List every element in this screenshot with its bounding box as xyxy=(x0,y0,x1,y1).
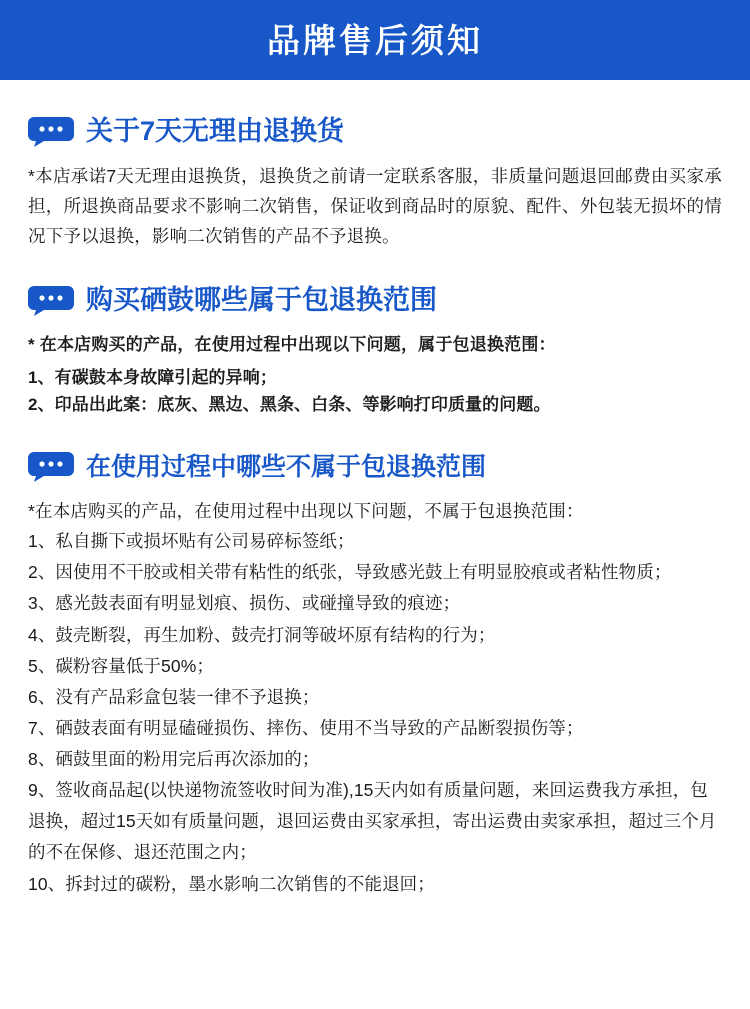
section-list xyxy=(28,364,722,418)
section-excluded-scope xyxy=(28,452,722,900)
speech-bubble-icon xyxy=(28,117,74,147)
section-header xyxy=(28,116,722,147)
list-item: 7、硒鼓表面有明显磕碰损伤、摔伤、使用不当导致的产品断裂损伤等； xyxy=(28,717,584,738)
section-title: 在使用过程中哪些不属于包退换范围 xyxy=(86,452,487,481)
section-paragraph: *本店承诺7天无理由退换货，退换货之前请一定联系客服，非质量问题退回邮费由买家承担，所退换商品要求不影响二次销售，保证收到商品时的原貌、配件、外包装无损坏的情况下予以退换，影响二次销售的产品不予退换。 xyxy=(28,166,722,247)
list-item: 2、印品出此案：底灰、黑边、黑条、白条、等影响打印质量的问题。 xyxy=(28,394,551,414)
page-title: 品牌售后须知 xyxy=(267,21,483,59)
list-item: 1、私自撕下或损坏贴有公司易碎标签纸； xyxy=(28,531,355,552)
list-item: 9、签收商品起(以快递物流签收时间为准),15天内如有质量问题，来回运费我方承担，包退换，超过15天如有质量问题，退回运费由买家承担，寄出运费由卖家承担，超过三个月的不在保修、退还范围之内； xyxy=(28,780,717,863)
section-paragraph: *在本店购买的产品，在使用过程中出现以下问题，不属于包退换范围： xyxy=(28,500,584,521)
section-covered-scope xyxy=(28,285,722,418)
list-item: 1、有碳鼓本身故障引起的异响； xyxy=(28,367,277,387)
speech-bubble-icon xyxy=(28,452,74,482)
list-item: 10、拆封过的碳粉，墨水影响二次销售的不能退回； xyxy=(28,873,435,894)
list-item: 2、因使用不干胶或相关带有粘性的纸张，导致感光鼓上有明显胶痕或者粘性物质； xyxy=(28,562,672,583)
section-return-policy xyxy=(28,116,722,251)
list-item: 4、鼓壳断裂，再生加粉、鼓壳打洞等破坏原有结构的行为； xyxy=(28,624,496,645)
page-banner xyxy=(0,0,750,80)
section-title: 关于7天无理由退换货 xyxy=(86,116,345,146)
section-header xyxy=(28,452,722,482)
section-paragraph: * 在本店购买的产品，在使用过程中出现以下问题，属于包退换范围： xyxy=(28,335,556,355)
list-item: 3、感光鼓表面有明显划痕、损伤、或碰撞导致的痕迹； xyxy=(28,593,461,614)
speech-bubble-icon xyxy=(28,286,74,316)
list-item: 8、硒鼓里面的粉用完后再次添加的； xyxy=(28,749,320,770)
section-list xyxy=(28,526,722,900)
list-item: 6、没有产品彩盒包装一律不予退换； xyxy=(28,686,320,707)
list-item: 5、碳粉容量低于50%； xyxy=(28,655,214,676)
section-header xyxy=(28,285,722,316)
section-title: 购买硒鼓哪些属于包退换范围 xyxy=(86,285,437,316)
content-area xyxy=(0,116,750,900)
